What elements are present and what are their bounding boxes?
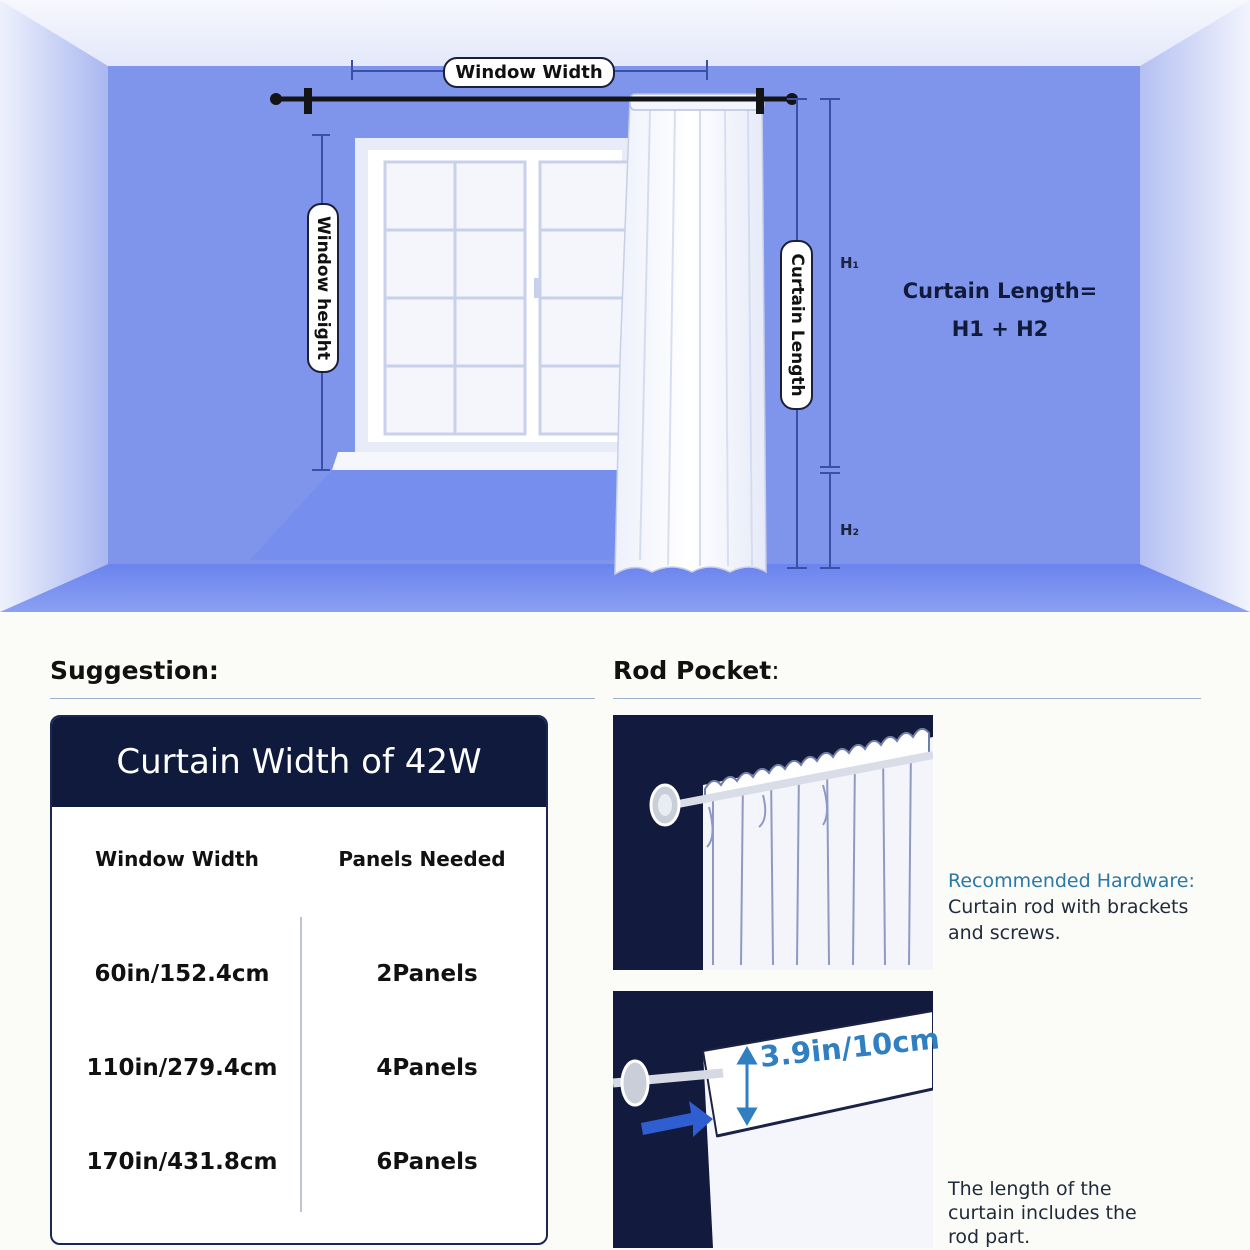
table-cell-width: 110in/279.4cm [86,1055,278,1081]
table-cell-width: 60in/152.4cm [94,961,270,987]
room-scene [0,0,1250,612]
window-height-label [307,203,339,373]
hardware-highlight: Recommended Hardware: [948,870,1195,892]
curtain-length-text: Curtain Length [786,253,807,397]
rod-pocket-title [613,656,780,685]
formula-line-2: H1 + H2 [951,317,1049,341]
table-cell-panels: 6Panels [376,1149,478,1175]
hardware-text: Curtain rod with brackets and screws. [948,896,1189,944]
curtain-panel [615,94,766,574]
rod-pocket-title-text: Rod Pocket [613,656,772,685]
h2-label: H₂ [840,521,860,539]
window-width-label: Window Width [443,57,615,88]
rod-pocket-divider [613,698,1201,699]
rod-pocket-title-colon: : [771,656,780,685]
curtain-length-label [780,240,813,410]
right-wall [1140,0,1250,612]
table-cell-width: 170in/431.8cm [86,1149,278,1175]
window-height-text: Window height [313,215,333,361]
suggestion-divider [50,698,595,699]
column-header-panels-needed: Panels Needed [338,847,506,871]
hardware-caption [948,868,1218,946]
left-wall [0,0,108,612]
curtain-on-rod-illustration [613,715,933,970]
floor [0,564,1250,612]
suggestion-title: Suggestion: [50,656,219,685]
curtain-length-formula [895,272,1105,348]
length-note-caption: The length of the curtain includes the rod part. [948,1178,1137,1248]
panel-suggestion-card [50,715,548,1245]
column-header-window-width: Window Width [95,847,259,871]
formula-line-1: Curtain Length= [902,279,1098,303]
ceiling [0,0,1250,66]
card-header: Curtain Width of 42W [52,717,546,807]
table-cell-panels: 4Panels [376,1055,478,1081]
h1-label: H₁ [840,254,860,272]
table-cell-panels: 2Panels [376,961,478,987]
rod-pocket-size-label: 3.9in/10cm [758,1021,942,1074]
rod-pocket-photo-top [613,715,933,970]
